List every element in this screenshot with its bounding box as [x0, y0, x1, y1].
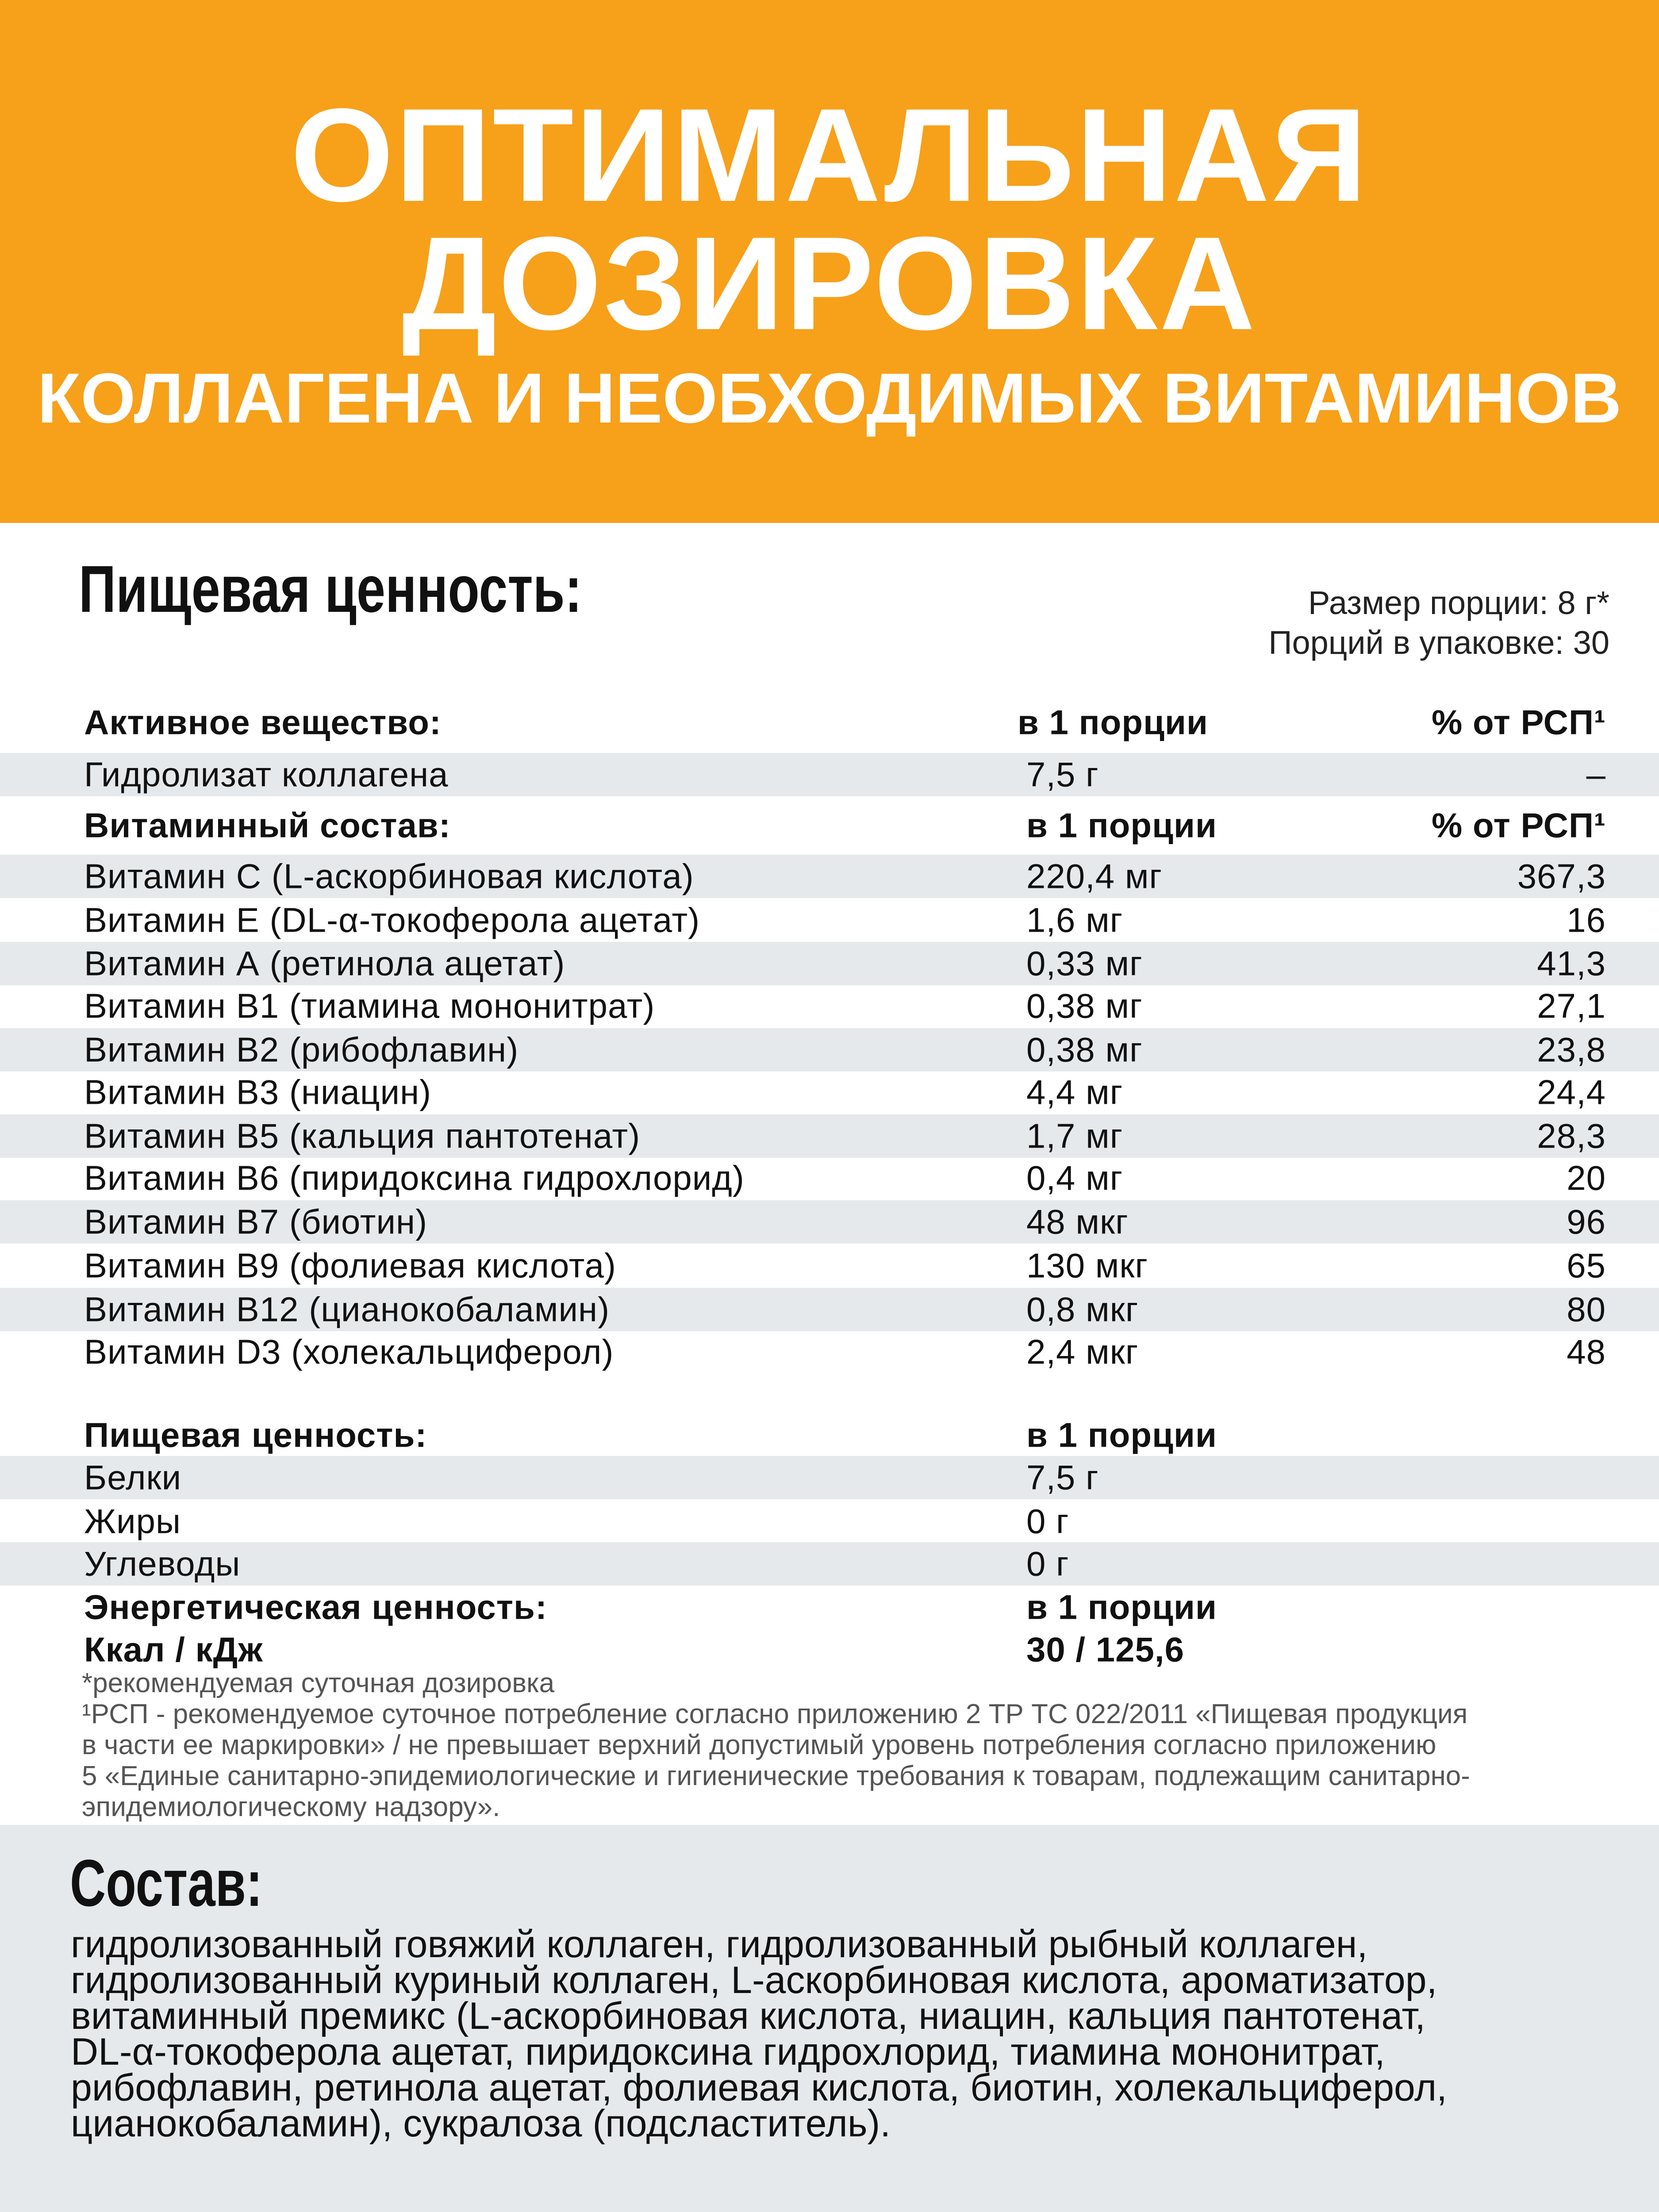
row-amount: 130 мкг — [1026, 1246, 1148, 1285]
row-name: Витамин Е (DL-α-токоферола ацетат) — [84, 900, 700, 940]
row-name: Витамин В3 (ниацин) — [84, 1072, 432, 1112]
table-row — [0, 1071, 1659, 1114]
row-percent: – — [1586, 755, 1606, 794]
nutrition-title: Пищевая ценность: — [79, 552, 582, 626]
servings-per-pack: Порций в упаковке: 30 — [1268, 624, 1609, 661]
footnote-line: 5 «Единые санитарно-эпидемиологические и гигиенические требования к товарам, подлежащим санитарно- — [82, 1761, 1470, 1791]
row-percent: 65 — [1567, 1246, 1606, 1285]
row-amount: в 1 порции — [1018, 703, 1208, 742]
table-row — [0, 855, 1659, 898]
row-percent: 48 — [1567, 1332, 1606, 1371]
row-percent: 96 — [1567, 1202, 1606, 1241]
table-row — [0, 1330, 1659, 1374]
composition-line: DL-α-токоферола ацетат, пиридоксина гидрохлорид, тиамина мононитрат, — [71, 2031, 1385, 2073]
row-percent: 16 — [1567, 900, 1606, 940]
row-amount: 0 г — [1026, 1544, 1069, 1583]
composition-line: цианокобаламин), сукралоза (подсластитель). — [71, 2102, 891, 2145]
row-amount: в 1 порции — [1026, 806, 1217, 845]
row-percent: 80 — [1567, 1290, 1606, 1329]
footnote-line: ¹РСП - рекомендуемое суточное потребление согласно приложению 2 ТР ТС 022/2011 «Пищевая продукция — [82, 1699, 1468, 1729]
row-percent: 24,4 — [1537, 1072, 1606, 1112]
table-row — [0, 1500, 1659, 1543]
table-header-row — [0, 1413, 1659, 1457]
row-percent: 41,3 — [1537, 944, 1606, 983]
table-row — [0, 899, 1659, 942]
row-amount: 7,5 г — [1026, 1458, 1099, 1497]
table-row — [0, 1114, 1659, 1158]
row-name: Энергетическая ценность: — [84, 1587, 547, 1627]
row-percent: 367,3 — [1517, 856, 1606, 896]
row-amount: 1,7 мг — [1026, 1116, 1123, 1156]
row-amount: 1,6 мг — [1026, 900, 1123, 940]
footnote-line: в части ее маркировки» / не превышает верхний допустимый уровень потребления согласно приложению — [82, 1730, 1436, 1760]
row-name: Витамин В1 (тиамина мононитрат) — [84, 986, 655, 1025]
table-row — [0, 1244, 1659, 1287]
table-header-row — [0, 1628, 1659, 1671]
row-name: Витамин D3 (холекальциферол) — [84, 1332, 614, 1371]
row-name: Углеводы — [84, 1544, 241, 1583]
row-name: Витамин В12 (цианокобаламин) — [84, 1290, 610, 1329]
row-amount: в 1 порции — [1026, 1587, 1217, 1627]
composition-line: рибофлавин, ретинола ацетат, фолиевая кислота, биотин, холекальциферол, — [71, 2066, 1448, 2109]
table-row — [0, 1200, 1659, 1244]
row-amount: 0,33 мг — [1026, 944, 1143, 983]
row-name: Витамин А (ретинола ацетат) — [84, 944, 565, 983]
composition-line: гидролизованный говяжий коллаген, гидролизованный рыбный коллаген, — [71, 1923, 1368, 1966]
row-name: Белки — [84, 1458, 182, 1497]
table-row — [0, 942, 1659, 985]
row-name: Витамин В7 (биотин) — [84, 1202, 428, 1241]
headline-subtitle: КОЛЛАГЕНА И НЕОБХОДИМЫХ ВИТАМИНОВ — [37, 358, 1622, 438]
table-row — [0, 1288, 1659, 1331]
row-amount: в 1 порции — [1026, 1415, 1217, 1455]
table-row — [0, 984, 1659, 1028]
row-percent: 23,8 — [1537, 1030, 1606, 1069]
row-name: Гидролизат коллагена — [84, 755, 449, 794]
row-percent: % от РСП¹ — [1431, 703, 1606, 742]
composition-title: Состав: — [70, 1846, 263, 1920]
row-name: Витамин С (L-аскорбиновая кислота) — [84, 856, 694, 896]
row-amount: 0,8 мкг — [1026, 1290, 1139, 1329]
table-row — [0, 1028, 1659, 1071]
row-name: Витамин В6 (пиридоксина гидрохлорид) — [84, 1158, 745, 1198]
headline-line-2: ДОЗИРОВКА — [402, 209, 1257, 357]
footnote-line: *рекомендуемая суточная дозировка — [82, 1668, 555, 1698]
table-row — [0, 1456, 1659, 1499]
table-header-row — [0, 804, 1659, 847]
table-header-row — [0, 701, 1659, 744]
composition-line: гидролизованный куриный коллаген, L-аскорбиновая кислота, ароматизатор, — [71, 1959, 1437, 2001]
row-amount: 7,5 г — [1026, 755, 1099, 794]
row-percent: 28,3 — [1537, 1116, 1606, 1156]
row-amount: 2,4 мкг — [1026, 1332, 1139, 1371]
row-percent: 20 — [1567, 1158, 1606, 1198]
row-name: Пищевая ценность: — [84, 1415, 427, 1455]
row-name: Витамин В2 (рибофлавин) — [84, 1030, 519, 1069]
table-row — [0, 1156, 1659, 1200]
row-name: Витамин В5 (кальция пантотенат) — [84, 1116, 641, 1156]
row-amount: 4,4 мг — [1026, 1072, 1123, 1112]
row-name: Жиры — [84, 1502, 181, 1541]
composition-line: витаминный премикс (L-аскорбиновая кислота, ниацин, кальция пантотенат, — [71, 1995, 1426, 2037]
serving-size: Размер порции: 8 г* — [1308, 584, 1609, 621]
table-header-row — [0, 1586, 1659, 1629]
row-percent: % от РСП¹ — [1431, 806, 1606, 845]
row-name: Ккал / кДж — [84, 1630, 263, 1669]
row-amount: 48 мкг — [1026, 1202, 1129, 1241]
headline-line-1: ОПТИМАЛЬНАЯ — [290, 81, 1369, 229]
row-percent: 27,1 — [1537, 986, 1606, 1025]
row-amount: 0 г — [1026, 1502, 1069, 1541]
row-amount: 220,4 мг — [1026, 856, 1162, 896]
table-row — [0, 1542, 1659, 1586]
row-amount: 0,38 мг — [1026, 1030, 1143, 1069]
row-name: Витаминный состав: — [84, 806, 451, 845]
row-amount: 30 / 125,6 — [1026, 1630, 1184, 1669]
header-banner — [0, 0, 1659, 523]
footnote-line: эпидемиологическому надзору». — [82, 1792, 500, 1822]
row-name: Витамин В9 (фолиевая кислота) — [84, 1246, 616, 1285]
row-amount: 0,4 мг — [1026, 1158, 1123, 1198]
row-amount: 0,38 мг — [1026, 986, 1143, 1025]
table-row — [0, 753, 1659, 796]
row-name: Активное вещество: — [84, 703, 442, 742]
